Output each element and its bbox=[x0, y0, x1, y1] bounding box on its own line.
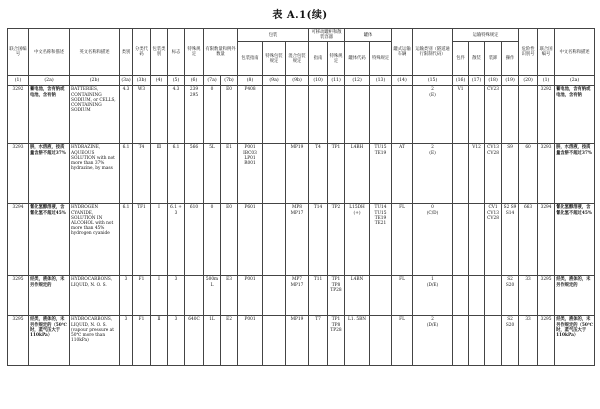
cell-transport-cat bbox=[413, 204, 453, 276]
col-num: (10) bbox=[309, 76, 328, 86]
tunnel-code: (D/E) bbox=[426, 282, 439, 288]
cell-tank-sp2 bbox=[370, 316, 392, 366]
cell-labels: 3 bbox=[168, 276, 185, 316]
cell-un-repeat: 3295 bbox=[538, 276, 555, 316]
cell-tank-sp: TP1 TP8 TP28 bbox=[328, 276, 345, 316]
cell-en-name: BATTERIES, CONTAINING SODIUM, or CELLS, CONTAINING SODIUM bbox=[70, 86, 120, 144]
cell-eq: E2 bbox=[221, 316, 238, 366]
cell-class-code: W3 bbox=[133, 86, 151, 144]
table-row bbox=[8, 86, 595, 144]
transport-category: 2 bbox=[431, 317, 434, 323]
cell-vehicle: AT bbox=[392, 144, 413, 204]
cell-mixed: MP7 MP17 bbox=[286, 276, 309, 316]
hdr-vehicle: 罐式运输车辆 bbox=[392, 29, 413, 76]
cell-un: 3295 bbox=[8, 276, 29, 316]
cell-tank-sp: TP1 bbox=[328, 144, 345, 204]
cell-pieces bbox=[453, 276, 469, 316]
hdr-tank-sp2: 特殊规定 bbox=[370, 42, 392, 76]
col-num: (14) bbox=[392, 76, 413, 86]
transport-category: 2 bbox=[431, 145, 434, 151]
transport-category: 0 bbox=[431, 205, 434, 211]
cell-class: 6.1 bbox=[120, 204, 133, 276]
hdr-class-code: 分类代码 bbox=[133, 29, 151, 76]
cell-sp bbox=[185, 276, 204, 316]
cell-un-repeat: 3294 bbox=[538, 204, 555, 276]
col-num: (9b) bbox=[286, 76, 309, 86]
cell-operation bbox=[502, 86, 519, 144]
cell-sp: 239 295 bbox=[185, 86, 204, 144]
cell-tank-code: L1. 5BN bbox=[345, 316, 370, 366]
cell-eq: E3 bbox=[221, 276, 238, 316]
transport-category: 1 bbox=[431, 277, 434, 283]
cell-transport-cat bbox=[413, 144, 453, 204]
cell-sp: 640C bbox=[185, 316, 204, 366]
cell-hazard-id bbox=[519, 86, 538, 144]
cell-loading: CV1 CV13 CV28 bbox=[485, 204, 502, 276]
cell-cn-name: 肼，水溶液，按质量含肼不超过37% bbox=[29, 144, 70, 204]
cell-transport-cat bbox=[413, 86, 453, 144]
cell-cn-name: 氰化氢醇溶液，含氰化氢不超过45% bbox=[29, 204, 70, 276]
cell-tank-sp2 bbox=[370, 86, 392, 144]
cell-tank-code: L15DH (+) bbox=[345, 204, 370, 276]
cell-vehicle bbox=[392, 86, 413, 144]
cell-loading: CV23 bbox=[485, 86, 502, 144]
table-row bbox=[8, 204, 595, 276]
cell-tank-sp: TP2 bbox=[328, 204, 345, 276]
dangerous-goods-table bbox=[7, 28, 595, 366]
cell-pieces: V1 bbox=[453, 86, 469, 144]
cell-class-code: F1 bbox=[133, 276, 151, 316]
cell-pack-sp bbox=[263, 204, 286, 276]
cell-pack-instr: P001 bbox=[238, 316, 263, 366]
col-num: (1) bbox=[8, 76, 29, 86]
cell-un: 3294 bbox=[8, 204, 29, 276]
col-num: (7a) bbox=[204, 76, 221, 86]
cell-cn-name-repeat: 烃类，液体的，未另作规定的（50℃时，蒸气压大于110kPa） bbox=[555, 316, 595, 366]
cell-loading bbox=[485, 316, 502, 366]
cell-tank-sp2: TU14 TU15 TE19 TE21 bbox=[370, 204, 392, 276]
hdr-special-provisions: 特殊规定 bbox=[185, 29, 204, 76]
cell-tank-code: L4BH bbox=[345, 144, 370, 204]
col-num: (5) bbox=[168, 76, 185, 86]
cell-labels: 6.1 + 3 bbox=[168, 204, 185, 276]
cell-operation: S9 bbox=[502, 144, 519, 204]
cell-cn-name-repeat: 蓄电池，含有钠或电池，含有钠 bbox=[555, 86, 595, 144]
cell-bulk bbox=[469, 276, 485, 316]
column-number-row bbox=[8, 76, 595, 86]
hdr-hazard-id: 危险性识别号 bbox=[519, 29, 538, 76]
cell-vehicle: FL bbox=[392, 316, 413, 366]
hdr-labels: 标志 bbox=[168, 29, 185, 76]
cell-lq: 0 bbox=[204, 204, 221, 276]
cell-cn-name: 蓄电池，含有钠或电池，含有钠 bbox=[29, 86, 70, 144]
cell-pack-instr: P408 bbox=[238, 86, 263, 144]
cell-tank-code: L4BN bbox=[345, 276, 370, 316]
hdr-pack-instr: 包装指南 bbox=[238, 42, 263, 76]
col-num: (3a) bbox=[120, 76, 133, 86]
cell-eq: E1 bbox=[221, 144, 238, 204]
col-num: (4) bbox=[151, 76, 168, 86]
col-num: (6) bbox=[185, 76, 204, 86]
hdr-en-name: 英文名称和描述 bbox=[70, 29, 120, 76]
cell-un-repeat: 3295 bbox=[538, 316, 555, 366]
hdr-tanks: 罐体 bbox=[345, 29, 392, 42]
table-row bbox=[8, 276, 595, 316]
cell-pieces bbox=[453, 316, 469, 366]
hdr-packing-group: 包装类别 bbox=[151, 29, 168, 76]
col-num: (20) bbox=[519, 76, 538, 86]
cell-transport-cat bbox=[413, 316, 453, 366]
cell-class: 4.3 bbox=[120, 86, 133, 144]
cell-hazard-id: 33 bbox=[519, 316, 538, 366]
cell-cn-name-repeat: 肼，水溶液，按质量含肼不超过37% bbox=[555, 144, 595, 204]
hdr-packaging: 包装 bbox=[238, 29, 309, 42]
cell-pack-sp bbox=[263, 86, 286, 144]
cell-lq: 500mL bbox=[204, 276, 221, 316]
cell-en-name: HYDROCARBONS, LIQUID, N. O. S. (vapour pressure at 50℃ more than 110kPa) bbox=[70, 316, 120, 366]
col-num: (9a) bbox=[263, 76, 286, 86]
hdr-class: 类别 bbox=[120, 29, 133, 76]
cell-pg: Ⅰ bbox=[151, 204, 168, 276]
cell-tank-sp bbox=[328, 86, 345, 144]
table-title: 表 A.1(续) bbox=[272, 10, 328, 21]
cell-cn-name: 烃类，液体的，未另作规定的（50℃时，蒸气压大于110kPa） bbox=[29, 316, 70, 366]
cell-operation: S2 S20 bbox=[502, 276, 519, 316]
cell-tank-sp: TP1 TP8 TP28 bbox=[328, 316, 345, 366]
cell-operation: S2 S9 S14 bbox=[502, 204, 519, 276]
col-num: (15) bbox=[413, 76, 453, 86]
cell-vehicle: FL bbox=[392, 276, 413, 316]
tunnel-code: (C/D) bbox=[426, 210, 439, 216]
cell-mixed bbox=[286, 86, 309, 144]
cell-un: 3295 bbox=[8, 316, 29, 366]
cell-bulk: V12 bbox=[469, 144, 485, 204]
cell-lq: 1L bbox=[204, 316, 221, 366]
hdr-un-no-repeat: 联合国编号 bbox=[538, 29, 555, 76]
cell-pack-sp bbox=[263, 316, 286, 366]
col-num: (19) bbox=[502, 76, 519, 86]
cell-pg: Ⅱ bbox=[151, 316, 168, 366]
col-num: (18) bbox=[485, 76, 502, 86]
cell-vehicle: FL bbox=[392, 204, 413, 276]
col-num: (11) bbox=[328, 76, 345, 86]
header-row-1 bbox=[8, 29, 595, 42]
hdr-loading: 装卸 bbox=[485, 42, 502, 76]
hdr-pack-sp: 特殊包装规定 bbox=[263, 42, 286, 76]
tunnel-code: (E) bbox=[429, 150, 436, 156]
cell-en-name: HYDROCARBONS, LIQUID, N. O. S. bbox=[70, 276, 120, 316]
cell-en-name: HYDROGEN CYANIDE, SOLUTION IN ALCOHOL with not more than 45% hydrogen cyanide bbox=[70, 204, 120, 276]
cell-class-code: TF1 bbox=[133, 204, 151, 276]
cell-un-repeat: 3293 bbox=[538, 144, 555, 204]
cell-mixed: MP19 bbox=[286, 144, 309, 204]
cell-class-code: F1 bbox=[133, 316, 151, 366]
hdr-cn-name-repeat: 中文名称和描述 bbox=[555, 29, 595, 76]
cell-bulk bbox=[469, 86, 485, 144]
cell-class: 3 bbox=[120, 276, 133, 316]
cell-sp: 566 bbox=[185, 144, 204, 204]
cell-en-name: HYDRAZINE, AQUEOUS SOLUTION with not more than 37% hydrazine, by mass bbox=[70, 144, 120, 204]
hdr-operation: 操作 bbox=[502, 42, 519, 76]
cell-loading bbox=[485, 276, 502, 316]
cell-mixed: MP8 MP17 bbox=[286, 204, 309, 276]
hdr-pieces: 包件 bbox=[453, 42, 469, 76]
cell-tank-sp2 bbox=[370, 276, 392, 316]
hdr-portable-tanks: 可移动罐柜和散装容器 bbox=[309, 29, 345, 42]
cell-pg bbox=[151, 86, 168, 144]
cell-class-code: T4 bbox=[133, 144, 151, 204]
col-num: (17) bbox=[469, 76, 485, 86]
col-num: (1) bbox=[538, 76, 555, 86]
cell-pack-instr: P001 IBC03 LP01 R001 bbox=[238, 144, 263, 204]
cell-transport-cat bbox=[413, 276, 453, 316]
col-num: (2b) bbox=[70, 76, 120, 86]
cell-pieces bbox=[453, 144, 469, 204]
tunnel-code: (E) bbox=[429, 92, 436, 98]
cell-mixed: MP19 bbox=[286, 316, 309, 366]
table-row bbox=[8, 316, 595, 366]
cell-labels: 3 bbox=[168, 316, 185, 366]
cell-operation: S2 S20 bbox=[502, 316, 519, 366]
cell-lq: 5L bbox=[204, 144, 221, 204]
cell-tank-instr: T7 bbox=[309, 316, 328, 366]
cell-cn-name: 烃类，液体的，未另作规定的 bbox=[29, 276, 70, 316]
hdr-limited-quantities: 有限数量和例外数量 bbox=[204, 29, 238, 76]
cell-pg: Ⅲ bbox=[151, 144, 168, 204]
cell-un-repeat: 3292 bbox=[538, 86, 555, 144]
cell-un: 3293 bbox=[8, 144, 29, 204]
cell-tank-instr: T14 bbox=[309, 204, 328, 276]
col-num: (2a) bbox=[29, 76, 70, 86]
cell-pg: Ⅰ bbox=[151, 276, 168, 316]
cell-bulk bbox=[469, 204, 485, 276]
cell-tank-instr bbox=[309, 86, 328, 144]
hdr-tank-instr: 指南 bbox=[309, 42, 328, 76]
hdr-un-no: 联合国编号 bbox=[8, 29, 29, 76]
hdr-cn-name: 中文名称和描述 bbox=[29, 29, 70, 76]
cell-labels: 4.3 bbox=[168, 86, 185, 144]
hdr-transport-category: 运输类别（隧道通行限制代码） bbox=[413, 29, 453, 76]
col-num: (16) bbox=[453, 76, 469, 86]
cell-tank-instr: T11 bbox=[309, 276, 328, 316]
cell-pack-sp bbox=[263, 144, 286, 204]
cell-pieces bbox=[453, 204, 469, 276]
cell-bulk bbox=[469, 316, 485, 366]
table-row bbox=[8, 144, 595, 204]
col-num: (8) bbox=[238, 76, 263, 86]
transport-category: 2 bbox=[431, 87, 434, 93]
hdr-tank-code: 罐体代码 bbox=[345, 42, 370, 76]
cell-sp: 610 bbox=[185, 204, 204, 276]
tunnel-code: (D/E) bbox=[426, 322, 439, 328]
cell-lq: 0 bbox=[204, 86, 221, 144]
cell-cn-name-repeat: 烃类，液体的，未另作规定的 bbox=[555, 276, 595, 316]
hdr-transport-special: 运输特殊规定 bbox=[453, 29, 519, 42]
cell-tank-sp2: TU15 TE19 bbox=[370, 144, 392, 204]
cell-pack-instr: P601 bbox=[238, 204, 263, 276]
cell-hazard-id: 60 bbox=[519, 144, 538, 204]
cell-loading: CV13 CV28 bbox=[485, 144, 502, 204]
cell-labels: 6.1 bbox=[168, 144, 185, 204]
col-num: (7b) bbox=[221, 76, 238, 86]
hdr-tank-sp: 特殊规定 bbox=[328, 42, 345, 76]
col-num: (12) bbox=[345, 76, 370, 86]
hdr-bulk: 散装 bbox=[469, 42, 485, 76]
cell-pack-instr: P001 bbox=[238, 276, 263, 316]
cell-cn-name-repeat: 氰化氢醇溶液，含氰化氢不超过45% bbox=[555, 204, 595, 276]
col-num: (3b) bbox=[133, 76, 151, 86]
cell-un: 3292 bbox=[8, 86, 29, 144]
cell-class: 3 bbox=[120, 316, 133, 366]
cell-hazard-id: 663 bbox=[519, 204, 538, 276]
hdr-mixed: 混合包装规定 bbox=[286, 42, 309, 76]
cell-pack-sp bbox=[263, 276, 286, 316]
cell-tank-code bbox=[345, 86, 370, 144]
cell-class: 6.1 bbox=[120, 144, 133, 204]
cell-eq: E0 bbox=[221, 86, 238, 144]
col-num: (2a) bbox=[555, 76, 595, 86]
cell-tank-instr: T4 bbox=[309, 144, 328, 204]
cell-hazard-id: 33 bbox=[519, 276, 538, 316]
cell-eq: E0 bbox=[221, 204, 238, 276]
col-num: (13) bbox=[370, 76, 392, 86]
